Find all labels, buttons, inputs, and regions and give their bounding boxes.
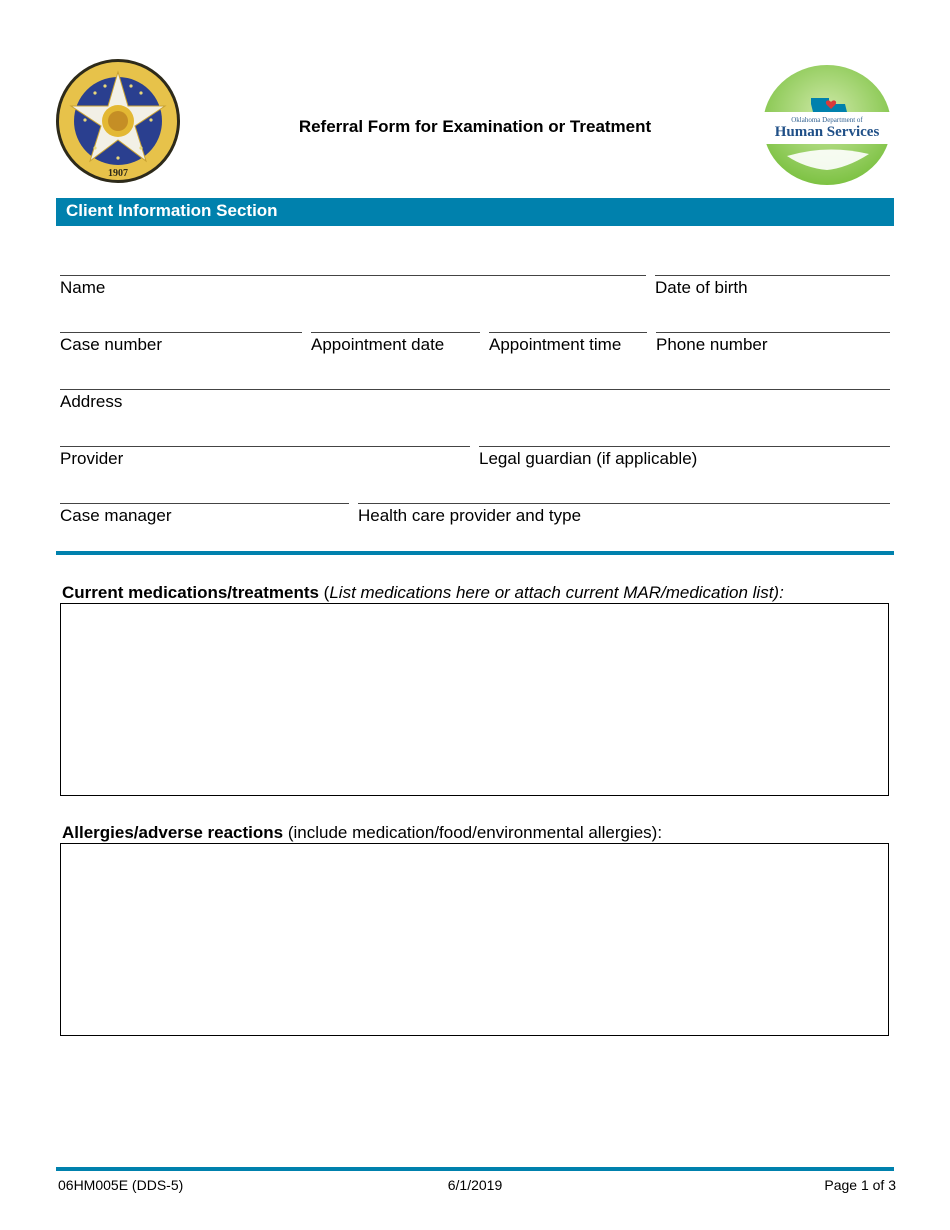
address-label: Address <box>60 392 123 411</box>
medications-label <box>62 583 784 603</box>
medications-label-paren: ( <box>318 583 330 602</box>
allergies-label-rest: (include medication/food/environmental allergies): <box>283 823 663 842</box>
date-of-birth-field[interactable] <box>655 275 890 297</box>
case-number-field[interactable] <box>60 332 302 354</box>
legal-guardian-field[interactable] <box>479 446 890 468</box>
name-field[interactable] <box>60 275 646 297</box>
provider-field[interactable] <box>60 446 470 468</box>
appointment-time-field[interactable] <box>489 332 647 354</box>
form-date: 6/1/2019 <box>447 1177 503 1193</box>
oklahoma-state-seal-icon <box>55 58 181 184</box>
section-divider <box>56 551 894 555</box>
date-of-birth-label: Date of birth <box>655 278 748 297</box>
name-label: Name <box>60 278 106 297</box>
okdhs-logo-icon <box>761 64 893 186</box>
section-title: Client Information Section <box>66 201 278 220</box>
provider-label: Provider <box>60 449 124 468</box>
page-number: Page 1 of 3 <box>824 1177 896 1193</box>
appointment-date-field[interactable] <box>311 332 480 354</box>
allergies-label <box>62 823 662 843</box>
medications-label-bold: Current medications/treatments <box>62 583 319 602</box>
svg-text:1907: 1907 <box>108 168 128 179</box>
address-field[interactable] <box>60 389 890 411</box>
allergies-label-bold: Allergies/adverse reactions <box>62 823 284 842</box>
appointment-time-label: Appointment time <box>489 335 622 354</box>
legal-guardian-label: Legal guardian (if applicable) <box>479 449 698 468</box>
svg-text:Human Services: Human Services <box>774 124 880 140</box>
page-title: Referral Form for Examination or Treatment <box>298 117 652 136</box>
phone-number-field[interactable] <box>656 332 890 354</box>
client-information-section-header <box>56 198 894 226</box>
appointment-date-label: Appointment date <box>311 335 445 354</box>
medications-textarea[interactable] <box>60 603 889 796</box>
case-manager-label: Case manager <box>60 506 172 525</box>
allergies-textarea[interactable] <box>60 843 889 1036</box>
svg-text:Oklahoma Department of: Oklahoma Department of <box>791 116 863 124</box>
health-care-provider-field[interactable] <box>358 503 890 525</box>
form-number: 06HM005E (DDS-5) <box>58 1177 184 1193</box>
case-manager-field[interactable] <box>60 503 349 525</box>
phone-number-label: Phone number <box>656 335 768 354</box>
footer-divider <box>56 1167 894 1171</box>
health-care-provider-label: Health care provider and type <box>358 506 582 525</box>
case-number-label: Case number <box>60 335 163 354</box>
medications-label-italic: List medications here or attach current MAR/medication list): <box>329 583 784 602</box>
